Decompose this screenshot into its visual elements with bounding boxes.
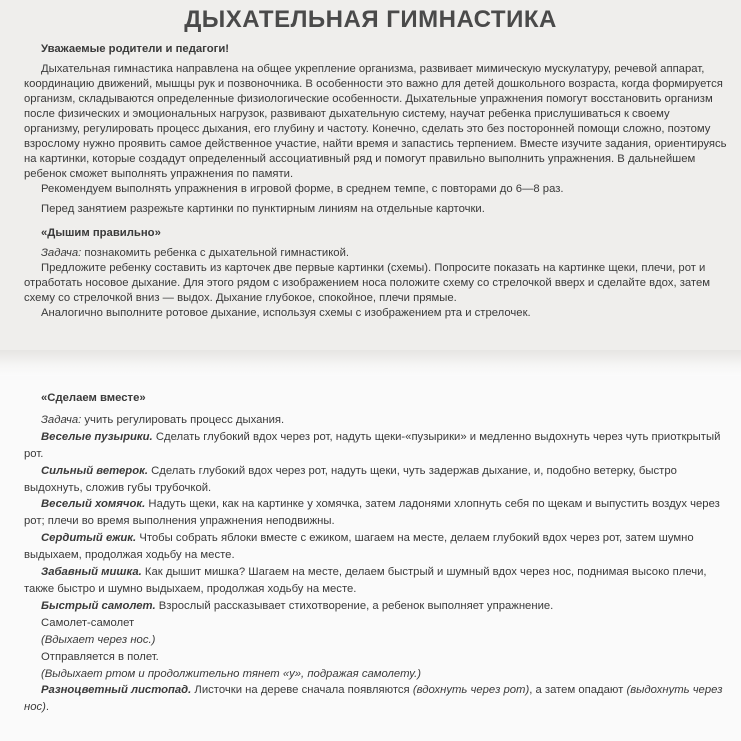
exercise-item xyxy=(24,496,727,530)
poem-line: Самолет-самолет xyxy=(41,616,135,629)
section1-task xyxy=(24,246,727,261)
exercise-list xyxy=(24,429,727,615)
exercise-text: Взрослый рассказывает стихотворение, а ребенок выполняет упражнение. xyxy=(155,599,554,612)
exercise-item xyxy=(24,682,727,716)
exercise-name: Веселые пузырики. xyxy=(41,430,153,443)
exercise-text: Сделать глубокий вдох через рот, надуть щеки-«пузырики» и медленно выдохнуть через чуть приоткрытый рот. xyxy=(24,430,721,460)
exercise-note: (вдохнуть через рот) xyxy=(412,684,530,697)
cut-note: Перед занятием разрежьте картинки по пунктирным линиям на отдельные карточки. xyxy=(41,203,485,215)
exercise-item xyxy=(24,564,727,598)
exercise-item xyxy=(24,429,727,463)
poem-line: (Вдыхает через нос.) xyxy=(41,633,156,646)
exercise-text: Сделать глубокий вдох через рот, надуть щеки, чуть задержав дыхание, и, подобно ветерку, быстро выдохнуть, сложив губы трубочкой. xyxy=(24,464,677,494)
page-fold xyxy=(0,350,741,376)
exercise-text: Надуть щеки, как на картинке у хомячка, затем ладонями хлопнуть себя по щекам и выпустить воздух через рот; плечи во время выполнения упражнения неподвижны. xyxy=(24,498,720,528)
intro-paragraph: Дыхательная гимнастика направлена на общее укрепление организма, развивает мимическую мускулатуру, речевой аппарат, координацию движений, мышцы рук и позвоночника. В особенности это важно для детей дошкольного возраста, когда формируется организм, складываются определенные физиологические особенности. Дыхательные упражнения помогут восстановить организм после физических и эмоциональных нагрузок, развивают дыхательную систему, научат ребенка прислушиваться к своему организму, регулировать процесс дыхания, его глубину и частоту. Конечно, сделать это без посторонней помощи сложно, поэтому взрослому нужно проявить самое действенное участие, найти время и запастись терпением. Вместе изучите задания, ориентируясь на картинки, которые создадут определенный ассоциативный ряд и помогут правильно выполнить упражнения. В дальнейшем ребенок сможет выполнять упражнения по памяти. xyxy=(24,63,727,180)
task-text: учить регулировать процесс дыхания. xyxy=(81,413,285,426)
section2-heading: «Сделаем вместе» xyxy=(41,392,146,404)
task-text: познакомить ребенка с дыхательной гимнастикой. xyxy=(81,247,350,259)
poem-line: (Выдыхает ртом и продолжительно тянет «у», подражая самолету.) xyxy=(41,667,422,680)
section2-task xyxy=(24,412,727,429)
section2 xyxy=(24,390,727,716)
exercise-name: Разноцветный листопад. xyxy=(41,684,192,697)
poem-line: Отправляется в полет. xyxy=(41,650,159,663)
poem xyxy=(24,615,727,683)
exercise-item xyxy=(24,463,727,497)
exercise-name: Сильный ветерок. xyxy=(41,464,148,477)
exercise-text: Как дышит мишка? Шагаем на месте, делаем быстрый и шумный вдох через нос, поднимая высоко плечи, также быстро и шумно выдыхаем, продолжая ходьбу на месте. xyxy=(24,566,707,595)
exercise-text: , а затем опадают xyxy=(529,684,627,697)
exercise-item xyxy=(24,598,727,615)
task-label: Задача: xyxy=(41,413,82,426)
exercise-item xyxy=(24,530,727,564)
section1-paragraph: Предложите ребенку составить из карточек две первые картинки (схемы). Попросите показать на картинке щеки, плечи, рот и отработать носовое дыхание. Для этого рядом с изображением носа положите схему со стрелочкой вверх и сделайте вдох, затем схему со стрелочкой вниз — выдох. Дыхание глубокое, спокойное, плечи прямые. xyxy=(24,262,711,304)
section1-paragraph-2: Аналогично выполните ротовое дыхание, используя схемы с изображением рта и стрелочек. xyxy=(41,307,531,319)
exercise-text: Листочки на дереве сначала появляются xyxy=(191,684,413,697)
exercise-name: Сердитый ежик. xyxy=(41,532,137,545)
recommend-paragraph: Рекомендуем выполнять упражнения в игровой форме, в среднем темпе, с повторами до 6—8 раз. xyxy=(41,183,564,195)
section1-heading: «Дышим правильно» xyxy=(41,227,161,239)
intro-section xyxy=(24,42,727,321)
exercise-text: . xyxy=(45,701,50,714)
exercise-name: Забавный мишка. xyxy=(41,566,142,579)
exercise-text: Чтобы собрать яблоки вместе с ежиком, шагаем на месте, делаем глубокий вдох через рот, затем шумно выдыхаем, продолжая ходьбу на месте. xyxy=(24,532,694,562)
exercise-name: Веселый хомячок. xyxy=(41,498,146,511)
page-title: ДЫХАТЕЛЬНАЯ ГИМНАСТИКА xyxy=(184,6,557,33)
exercise-note: (выдохнуть через нос) xyxy=(24,684,723,714)
exercise-name: Быстрый самолет. xyxy=(41,599,156,612)
greeting: Уважаемые родители и педагоги! xyxy=(41,43,230,55)
task-label: Задача: xyxy=(41,247,82,259)
